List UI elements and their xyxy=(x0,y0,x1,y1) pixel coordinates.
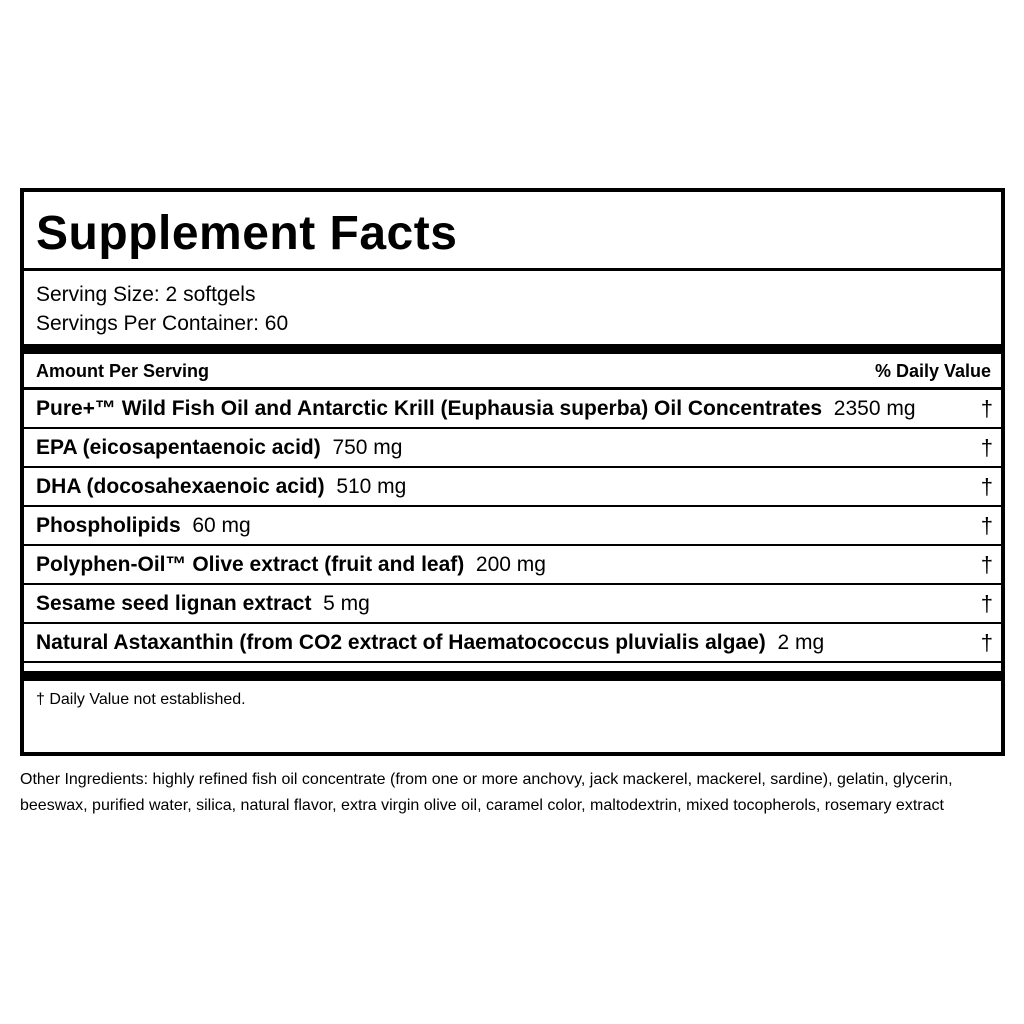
other-ingredients: Other Ingredients: highly refined fish oil concentrate (from one or more anchovy, jack mackerel, mackerel, sardine), gelatin, glycerin, beeswax, purified water, silica, natural flavor, extra virgin olive oil, caramel color, maltodextrin, mixed tocopherols, rosemary extract xyxy=(20,771,953,814)
nutrient-amount: 60 mg xyxy=(192,514,251,537)
divider-thick xyxy=(24,671,1001,681)
nutrient-amount: 750 mg xyxy=(332,436,403,459)
nutrient-name: Natural Astaxanthin (from CO2 extract of Haematococcus pluvialis algae) xyxy=(36,631,766,654)
nutrient-name: EPA (eicosapentaenoic acid) xyxy=(36,436,321,459)
serving-size: Serving Size: 2 softgels xyxy=(36,283,256,306)
row-divider xyxy=(24,661,1001,663)
nutrient-row xyxy=(24,429,1001,466)
daily-value-header: % Daily Value xyxy=(874,361,991,381)
supplement-facts-panel xyxy=(20,188,1005,756)
nutrient-amount: 510 mg xyxy=(336,475,407,498)
daily-value-mark: † xyxy=(980,630,993,655)
label-title: Supplement Facts xyxy=(36,207,458,260)
nutrient-row xyxy=(24,546,1001,583)
daily-value-mark: † xyxy=(980,435,993,460)
servings-per-container: Servings Per Container: 60 xyxy=(36,312,289,335)
nutrient-row xyxy=(24,468,1001,505)
nutrient-name: Pure+™ Wild Fish Oil and Antarctic Krill (Euphausia superba) Oil Concentrates xyxy=(36,397,823,420)
daily-value-mark: † xyxy=(980,591,993,616)
nutrient-name: DHA (docosahexaenoic acid) xyxy=(36,475,325,498)
nutrient-amount: 5 mg xyxy=(323,592,370,615)
amount-per-serving-header: Amount Per Serving xyxy=(36,361,210,381)
daily-value-mark: † xyxy=(980,552,993,577)
nutrient-row xyxy=(24,585,1001,622)
daily-value-mark: † xyxy=(980,474,993,499)
nutrient-amount: 2 mg xyxy=(777,631,825,654)
nutrient-name: Sesame seed lignan extract xyxy=(36,592,312,615)
daily-value-footnote: † Daily Value not established. xyxy=(36,691,246,708)
nutrient-name: Phospholipids xyxy=(36,514,181,537)
nutrient-amount: 200 mg xyxy=(475,553,546,576)
nutrient-row xyxy=(24,390,1001,427)
nutrient-row xyxy=(24,624,1001,661)
daily-value-mark: † xyxy=(980,396,993,421)
daily-value-mark: † xyxy=(980,513,993,538)
nutrient-row xyxy=(24,507,1001,544)
nutrient-amount: 2350 mg xyxy=(833,397,916,420)
divider-thick xyxy=(24,344,1001,354)
divider-thin xyxy=(24,268,1001,271)
nutrient-name: Polyphen-Oil™ Olive extract (fruit and leaf) xyxy=(36,553,465,576)
